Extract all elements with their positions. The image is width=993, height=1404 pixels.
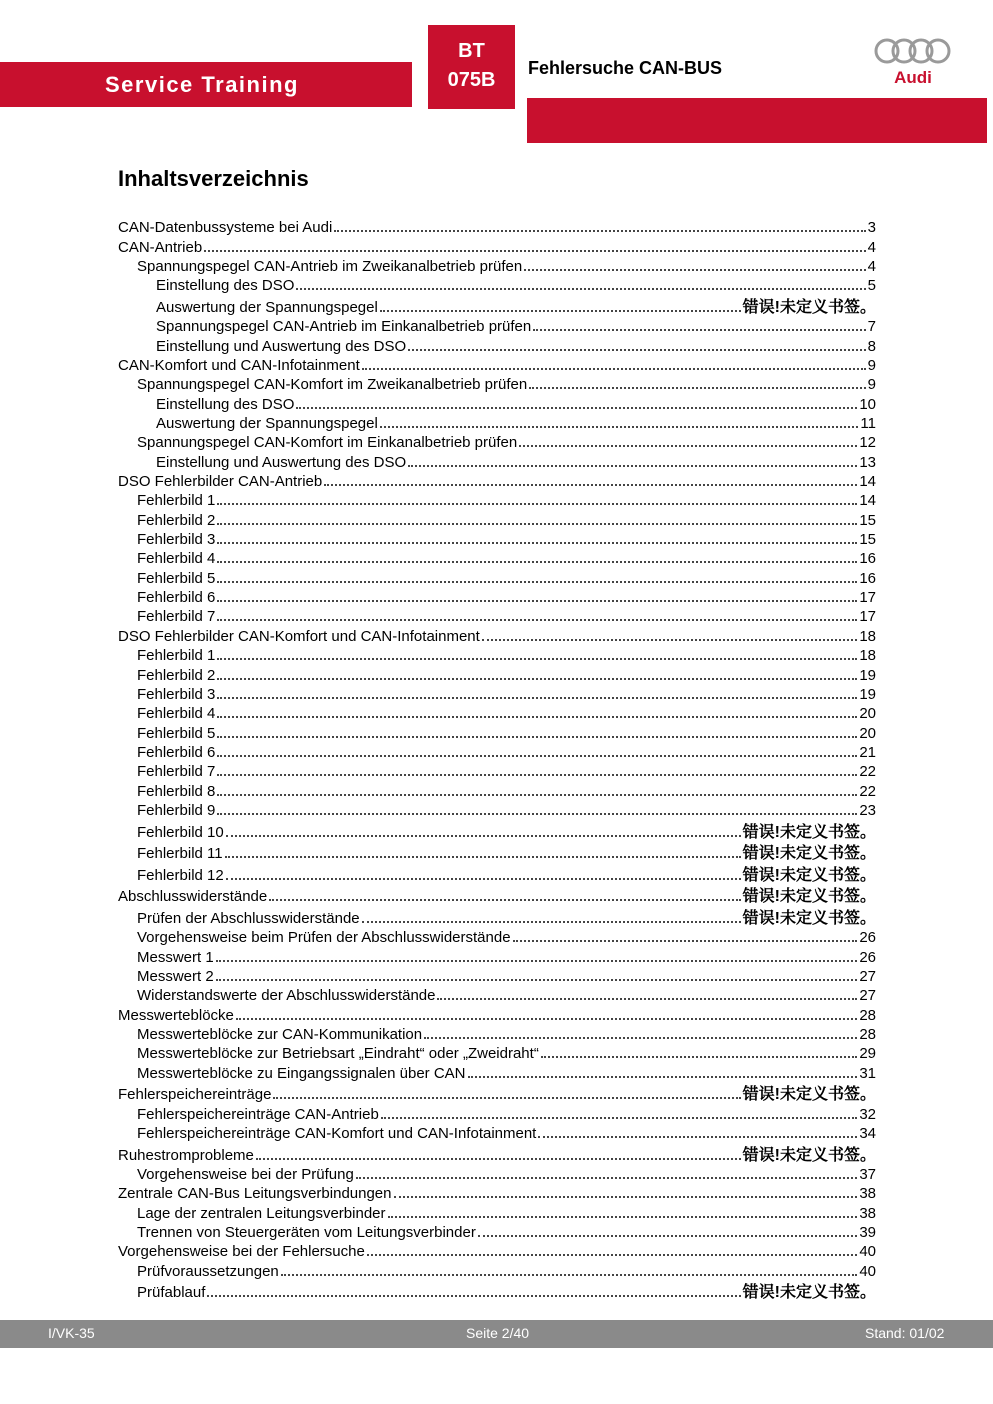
- header-red-band-right: [527, 98, 987, 143]
- toc-entry[interactable]: [118, 588, 876, 607]
- toc-entry-page: 27: [859, 987, 876, 1005]
- toc-entry[interactable]: [118, 394, 876, 413]
- toc-entry-title: Fehlerbild 6: [137, 589, 216, 607]
- toc-entry-page: 38: [859, 1204, 876, 1222]
- toc-entry[interactable]: [118, 433, 876, 452]
- toc-entry[interactable]: [118, 743, 876, 762]
- toc-entry-page: 23: [859, 801, 876, 819]
- toc-dot-leader: [207, 1295, 740, 1297]
- toc-entry-title: Fehlerbild 8: [137, 782, 216, 800]
- toc-entry[interactable]: [118, 723, 876, 742]
- toc-dot-leader: [217, 716, 857, 718]
- toc-dot-leader: [324, 484, 857, 486]
- toc-entry-page: 14: [859, 492, 876, 510]
- toc-entry-page: 17: [859, 589, 876, 607]
- audi-rings-icon: [873, 36, 953, 68]
- toc-entry-title: Einstellung und Auswertung des DSO: [156, 337, 407, 355]
- toc-entry[interactable]: [118, 336, 876, 355]
- toc-entry[interactable]: [118, 885, 876, 907]
- toc-dot-leader: [273, 1097, 740, 1099]
- toc-entry-title: CAN-Antrieb: [118, 238, 203, 256]
- toc-entry-title: Fehlerspeichereinträge: [118, 1086, 272, 1104]
- toc-dot-leader: [519, 445, 857, 447]
- toc-entry[interactable]: [118, 375, 876, 394]
- toc-entry-page: 28: [859, 1025, 876, 1043]
- toc-entry-title: Fehlerbild 6: [137, 743, 216, 761]
- toc-entry[interactable]: [118, 1281, 876, 1303]
- toc-dot-leader: [513, 940, 858, 942]
- toc-entry-title: Widerstandswerte der Abschlusswiderstände: [137, 987, 436, 1005]
- toc-entry[interactable]: [118, 295, 876, 317]
- toc-entry-page: 7: [867, 318, 876, 336]
- toc-entry-title: Vorgehensweise bei der Prüfung: [137, 1165, 354, 1183]
- toc-dot-leader: [408, 465, 857, 467]
- toc-entry-page: 错误!未定义书签。: [742, 845, 876, 863]
- toc-entry[interactable]: [118, 1242, 876, 1261]
- toc-entry-page: 4: [867, 238, 876, 256]
- toc-entry-title: Vorgehensweise beim Prüfen der Abschlusswiderstände: [137, 929, 511, 947]
- toc-entry[interactable]: [118, 568, 876, 587]
- document-code-line1: BT: [458, 40, 485, 62]
- toc-dot-leader: [468, 1076, 858, 1078]
- toc-dot-leader: [356, 1177, 858, 1179]
- toc-dot-leader: [217, 561, 857, 563]
- toc-dot-leader: [380, 310, 741, 312]
- toc-entry-title: Einstellung des DSO: [156, 277, 295, 295]
- toc-entry[interactable]: [118, 1104, 876, 1123]
- toc-dot-leader: [482, 639, 858, 641]
- toc-entry-page: 40: [859, 1243, 876, 1261]
- toc-dot-leader: [362, 368, 866, 370]
- toc-entry[interactable]: [118, 1203, 876, 1222]
- toc-dot-leader: [217, 658, 857, 660]
- toc-entry[interactable]: [118, 1184, 876, 1203]
- toc-entry-page: 17: [859, 608, 876, 626]
- toc-entry-title: CAN-Komfort und CAN-Infotainment: [118, 357, 360, 374]
- toc-entry-page: 26: [859, 929, 876, 947]
- toc-entry-page: 12: [859, 434, 876, 452]
- toc-entry[interactable]: [118, 1165, 876, 1184]
- toc-dot-leader: [217, 813, 857, 815]
- toc-entry-page: 错误!未定义书签。: [742, 1284, 876, 1302]
- toc-dot-leader: [216, 979, 858, 981]
- toc-entry[interactable]: [118, 646, 876, 665]
- toc-entry[interactable]: [118, 842, 876, 864]
- header-red-band-left: [0, 62, 412, 107]
- toc-entry[interactable]: [118, 1223, 876, 1242]
- toc-dot-leader: [269, 899, 740, 901]
- toc-entry[interactable]: [118, 986, 876, 1005]
- toc-entry-page: 错误!未定义书签。: [742, 1146, 876, 1164]
- toc-entry-page: 39: [859, 1223, 876, 1241]
- toc-entry-title: Fehlerbild 9: [137, 801, 216, 819]
- toc-entry-title: Auswertung der Spannungspegel: [156, 298, 378, 316]
- toc-entry-page: 9: [867, 376, 876, 394]
- toc-dot-leader: [217, 755, 857, 757]
- service-training-label: Service Training: [105, 72, 299, 97]
- toc-entry[interactable]: [118, 257, 876, 276]
- toc-dot-leader: [217, 678, 857, 680]
- toc-entry-page: 16: [859, 569, 876, 587]
- toc-entry[interactable]: [118, 549, 876, 568]
- toc-entry-page: 21: [859, 743, 876, 761]
- toc-dot-leader: [408, 349, 866, 351]
- toc-entry-page: 错误!未定义书签。: [742, 298, 876, 316]
- footer-page-number: Seite 2/40: [466, 1325, 530, 1341]
- toc-entry-page: 错误!未定义书签。: [742, 888, 876, 906]
- toc-entry-page: 3: [867, 219, 876, 237]
- toc-dot-leader: [216, 960, 858, 962]
- toc-entry-title: Abschlusswiderstände: [118, 888, 268, 906]
- toc-entry[interactable]: [118, 820, 876, 842]
- toc-entry-page: 19: [859, 666, 876, 684]
- toc-entry-title: Fehlerbild 10: [137, 823, 224, 841]
- toc-entry[interactable]: [118, 906, 876, 928]
- toc-entry[interactable]: [118, 276, 876, 295]
- toc-entry-title: Fehlerbild 1: [137, 647, 216, 665]
- toc-dot-leader: [217, 774, 857, 776]
- toc-dot-leader: [296, 288, 865, 290]
- toc-entry[interactable]: [118, 1124, 876, 1143]
- toc-entry-title: Fehlerbild 11: [137, 845, 223, 863]
- toc-entry-title: Prüfablauf: [137, 1284, 206, 1302]
- toc-entry[interactable]: [118, 510, 876, 529]
- toc-entry-page: 40: [859, 1262, 876, 1280]
- toc-entry[interactable]: [118, 665, 876, 684]
- toc-entry-title: CAN-Datenbussysteme bei Audi: [118, 219, 333, 237]
- toc-dot-leader: [529, 387, 865, 389]
- toc-entry-page: 22: [859, 763, 876, 781]
- toc-entry-page: 5: [867, 277, 876, 295]
- toc-entry-page: 38: [859, 1185, 876, 1203]
- toc-entry-page: 14: [859, 473, 876, 491]
- toc-entry-title: Zentrale CAN-Bus Leitungsverbindungen: [118, 1185, 392, 1203]
- toc-dot-leader: [533, 329, 865, 331]
- toc-entry[interactable]: [118, 472, 876, 491]
- toc-entry-title: Fehlerbild 2: [137, 666, 216, 684]
- toc-entry-title: Lage der zentralen Leitungsverbinder: [137, 1204, 386, 1222]
- audi-wordmark: Audi: [894, 68, 932, 87]
- page-footer: [0, 1320, 993, 1348]
- toc-dot-leader: [380, 426, 859, 428]
- toc-entry-title: Messwerteblöcke zur CAN-Kommunikation: [137, 1025, 423, 1043]
- toc-entry-title: Fehlerbild 5: [137, 724, 216, 742]
- toc-dot-leader: [388, 1216, 858, 1218]
- toc-dot-leader: [478, 1235, 857, 1237]
- toc-entry-page: 22: [859, 782, 876, 800]
- toc-entry-title: Fehlerbild 7: [137, 608, 216, 626]
- toc-entry[interactable]: [118, 928, 876, 947]
- toc-entry[interactable]: [118, 801, 876, 820]
- toc-entry-title: Spannungspegel CAN-Komfort im Einkanalbetrieb prüfen: [137, 434, 518, 452]
- toc-dot-leader: [524, 269, 865, 271]
- toc-entry[interactable]: [118, 1143, 876, 1165]
- toc-entry-page: 8: [867, 337, 876, 355]
- toc-entry-page: 10: [859, 395, 876, 413]
- toc-entry-title: Spannungspegel CAN-Antrieb im Zweikanalbetrieb prüfen: [137, 258, 523, 276]
- toc-entry-title: Fehlerbild 3: [137, 685, 216, 703]
- document-code-box: [428, 25, 515, 109]
- toc-dot-leader: [226, 878, 741, 880]
- toc-entry-title: Auswertung der Spannungspegel: [156, 415, 378, 433]
- toc-dot-leader: [225, 856, 741, 858]
- toc-entry-page: 19: [859, 685, 876, 703]
- toc-entry[interactable]: [118, 626, 876, 645]
- toc-entry-page: 29: [859, 1045, 876, 1063]
- toc-entry-page: 27: [859, 967, 876, 985]
- document-code-line2: 075B: [447, 69, 496, 91]
- toc-entry-page: 18: [859, 647, 876, 665]
- toc-entry-title: Messwert 2: [137, 967, 214, 985]
- toc-entry-page: 9: [867, 357, 876, 374]
- toc-dot-leader: [541, 1056, 857, 1058]
- toc-dot-leader: [394, 1196, 858, 1198]
- toc-entry-title: Trennen von Steuergeräten vom Leitungsverbinder: [137, 1223, 476, 1241]
- toc-entry-page: 错误!未定义书签。: [742, 866, 876, 884]
- toc-dot-leader: [217, 794, 857, 796]
- toc-dot-leader: [217, 542, 857, 544]
- toc-entry-title: Fehlerspeichereinträge CAN-Komfort und CAN-Infotainment: [137, 1124, 537, 1142]
- toc-dot-leader: [217, 619, 857, 621]
- toc-dot-leader: [217, 600, 857, 602]
- toc-entry-page: 20: [859, 705, 876, 723]
- toc-entry-page: 错误!未定义书签。: [742, 1086, 876, 1104]
- toc-entry-title: Fehlerbild 2: [137, 511, 216, 529]
- toc-entry-title: Spannungspegel CAN-Antrieb im Einkanalbetrieb prüfen: [156, 318, 532, 336]
- toc-entry-page: 18: [859, 627, 876, 645]
- toc-entry-title: DSO Fehlerbilder CAN-Komfort und CAN-Infotainment: [118, 627, 480, 645]
- toc-entry-title: Messwert 1: [137, 948, 214, 966]
- toc-dot-leader: [236, 1018, 857, 1020]
- toc-entry[interactable]: [118, 356, 876, 375]
- toc-entry-title: Fehlerbild 4: [137, 705, 216, 723]
- toc-entry-title: Spannungspegel CAN-Komfort im Zweikanalbetrieb prüfen: [137, 376, 528, 394]
- toc-entry[interactable]: [118, 762, 876, 781]
- toc-dot-leader: [217, 736, 857, 738]
- toc-entry-title: Einstellung des DSO: [156, 395, 295, 413]
- toc-dot-leader: [256, 1158, 741, 1160]
- toc-entry-page: 错误!未定义书签。: [742, 823, 876, 841]
- toc-dot-leader: [334, 230, 865, 232]
- toc-entry-title: Ruhestromprobleme: [118, 1146, 254, 1164]
- toc-dot-leader: [226, 835, 741, 837]
- toc-entry-page: 15: [859, 511, 876, 529]
- toc-entry[interactable]: [118, 1063, 876, 1082]
- toc-entry-page: 28: [859, 1006, 876, 1024]
- toc-entry-page: 26: [859, 948, 876, 966]
- footer-date: Stand: 01/02: [865, 1325, 945, 1341]
- toc-entry[interactable]: [118, 1261, 876, 1280]
- toc-entry-page: 4: [867, 258, 876, 276]
- toc-entry-title: Fehlerbild 5: [137, 569, 216, 587]
- toc-dot-leader: [217, 503, 857, 505]
- toc-entry[interactable]: [118, 530, 876, 549]
- toc-entry-title: Einstellung und Auswertung des DSO: [156, 453, 407, 471]
- toc-dot-leader: [217, 697, 857, 699]
- toc-entry[interactable]: [118, 317, 876, 336]
- toc-entry[interactable]: [118, 1005, 876, 1024]
- toc-dot-leader: [217, 523, 857, 525]
- toc-entry[interactable]: [118, 967, 876, 986]
- toc-entry-page: 37: [859, 1165, 876, 1183]
- toc-dot-leader: [217, 581, 857, 583]
- toc-entry-title: DSO Fehlerbilder CAN-Antrieb: [118, 473, 323, 491]
- toc-entry-page: 31: [859, 1064, 876, 1082]
- toc-entry[interactable]: [118, 1025, 876, 1044]
- toc-dot-leader: [538, 1136, 857, 1138]
- toc-heading: Inhaltsverzeichnis: [118, 166, 309, 191]
- toc-entry-page: 20: [859, 724, 876, 742]
- toc-entry-title: Fehlerbild 7: [137, 763, 216, 781]
- toc-entry-page: 错误!未定义书签。: [742, 909, 876, 927]
- audi-logo: [873, 36, 953, 92]
- document-title: Fehlersuche CAN-BUS: [528, 58, 723, 78]
- toc-entry-title: Messwerteblöcke: [118, 1006, 234, 1024]
- toc-entry-title: Fehlerbild 3: [137, 531, 216, 549]
- toc-entry-page: 13: [859, 453, 876, 471]
- toc-entry-title: Prüfen der Abschlusswiderstände: [137, 909, 360, 927]
- table-of-contents: [118, 218, 876, 1302]
- toc-entry-title: Prüfvoraussetzungen: [137, 1262, 279, 1280]
- toc-entry[interactable]: [118, 414, 876, 433]
- toc-entry-title: Messwerteblöcke zu Eingangssignalen über CAN: [137, 1064, 466, 1082]
- toc-dot-leader: [296, 407, 857, 409]
- toc-entry[interactable]: [118, 781, 876, 800]
- toc-entry[interactable]: [118, 237, 876, 256]
- toc-dot-leader: [381, 1117, 858, 1119]
- toc-dot-leader: [362, 921, 741, 923]
- toc-dot-leader: [281, 1274, 858, 1276]
- toc-entry-page: 34: [859, 1124, 876, 1142]
- toc-entry-page: 11: [860, 415, 876, 433]
- toc-entry[interactable]: [118, 863, 876, 885]
- toc-entry[interactable]: [118, 704, 876, 723]
- toc-entry[interactable]: [118, 1044, 876, 1063]
- toc-entry[interactable]: [118, 685, 876, 704]
- toc-entry-title: Fehlerspeichereinträge CAN-Antrieb: [137, 1105, 379, 1123]
- toc-dot-leader: [437, 998, 857, 1000]
- toc-dot-leader: [424, 1037, 857, 1039]
- toc-entry[interactable]: [118, 218, 876, 237]
- toc-entry-title: Messwerteblöcke zur Betriebsart „Eindraht“ oder „Zweidraht“: [137, 1045, 539, 1063]
- toc-entry[interactable]: [118, 1083, 876, 1105]
- toc-dot-leader: [204, 250, 865, 252]
- toc-entry-title: Fehlerbild 1: [137, 492, 216, 510]
- footer-department: I/VK-35: [48, 1325, 95, 1341]
- toc-entry[interactable]: [118, 947, 876, 966]
- toc-dot-leader: [367, 1254, 857, 1256]
- toc-entry-page: 15: [859, 531, 876, 549]
- toc-entry[interactable]: [118, 491, 876, 510]
- toc-entry-page: 32: [859, 1105, 876, 1123]
- toc-entry[interactable]: [118, 607, 876, 626]
- toc-entry-title: Fehlerbild 4: [137, 550, 216, 568]
- toc-entry-title: Fehlerbild 12: [137, 866, 224, 884]
- toc-entry-page: 16: [859, 550, 876, 568]
- toc-entry[interactable]: [118, 452, 876, 471]
- toc-entry-title: Vorgehensweise bei der Fehlersuche: [118, 1243, 365, 1261]
